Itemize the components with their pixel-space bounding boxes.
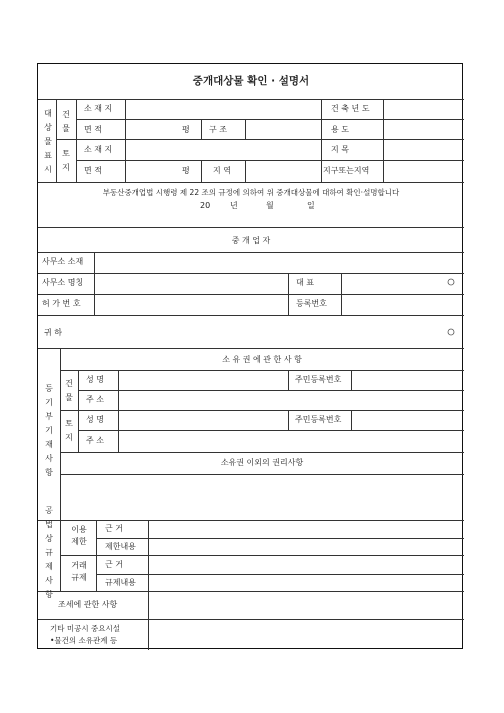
public-h1: [96, 538, 464, 539]
other-rights-header: 소유권 이외의 권리사항: [220, 458, 304, 467]
zone-type-label: 지구또는지역: [323, 166, 370, 175]
target-building-label: 건물: [62, 110, 70, 133]
land-pyeong-label: 평: [182, 166, 190, 175]
target-land-label: 토지: [62, 149, 70, 172]
target-v1: [56, 99, 57, 182]
building-pyeong-label: 평: [182, 125, 190, 134]
registry-bottom-line: [38, 520, 464, 521]
building-area-label: 면 적: [84, 125, 102, 134]
target-v4: [201, 119, 202, 139]
registry-h6: [60, 474, 464, 475]
land-category-label: 지 목: [331, 145, 349, 154]
trade-restriction-label: 거래규제: [71, 561, 87, 582]
registry-v3: [118, 370, 119, 452]
registry-h4: [78, 430, 464, 431]
other-label-line2: •물건의 소유관계 등: [50, 636, 118, 645]
broker-row2-line: [38, 294, 464, 295]
sign-mark-icon: [445, 327, 457, 337]
restriction-content-label: 제한내용: [105, 542, 136, 551]
broker-header-line: [38, 252, 464, 253]
form-title: 중개대상물 확인 · 설명서: [192, 75, 310, 87]
target-v3: [125, 99, 126, 182]
broker-v1: [94, 252, 95, 315]
land-resident-no-label: 주민등록번호: [295, 415, 342, 424]
registry-h3: [60, 410, 464, 411]
title-divider: [38, 99, 464, 100]
registry-h1: [60, 370, 464, 371]
registry-v4: [288, 370, 289, 390]
target-group-label: 대상물표시: [44, 109, 52, 174]
statement-bottom-line: [38, 227, 464, 228]
target-v9: [383, 99, 384, 182]
regulation-content-label: 규제내용: [105, 578, 136, 587]
broker-row3-line: [38, 315, 464, 316]
land-location-label: 소 재 지: [84, 145, 113, 154]
structure-label: 구 조: [209, 125, 227, 134]
building-owner-address-label: 주 소: [86, 395, 104, 404]
other-label-line1: 기타 미공시 중요시설: [50, 624, 120, 633]
registry-v2: [78, 370, 79, 452]
building-location-label: 소 재 지: [84, 104, 113, 113]
seal-mark-icon: [445, 277, 457, 287]
land-owner-address-label: 주 소: [86, 436, 104, 445]
built-year-label: 건 축 년 도: [331, 104, 370, 113]
land-owner-name-label: 성 명: [86, 415, 104, 424]
land-area-label: 면 적: [84, 166, 102, 175]
date-year-label: 년: [230, 201, 238, 210]
broker-v2: [288, 273, 289, 315]
broker-row1-line: [38, 273, 464, 274]
tax-v1: [148, 591, 149, 650]
registry-v1: [60, 348, 61, 520]
target-line-2: [56, 139, 464, 140]
registry-h2: [78, 390, 464, 391]
use-label: 용 도: [331, 125, 349, 134]
ownership-header: 소 유 권 에 관 한 사 항: [222, 355, 302, 364]
tax-label: 조세에 관한 사항: [58, 600, 118, 609]
representative-label: 대 표: [296, 278, 314, 287]
registry-h5: [60, 452, 464, 453]
confirmation-form: [37, 63, 463, 649]
license-no-label: 허 가 번 호: [42, 299, 81, 308]
registry-group-label: 등기부기재사항: [45, 384, 53, 477]
building-owner-name-label: 성 명: [86, 375, 104, 384]
addressee-label: 귀 하: [44, 328, 62, 337]
broker-header: 중 개 업 자: [231, 236, 271, 245]
date-month-label: 월: [266, 201, 274, 210]
registry-building-label: 건물: [65, 379, 73, 402]
target-v6: [245, 119, 246, 139]
trade-basis-label: 근 거: [105, 560, 123, 569]
registry-v6: [351, 370, 352, 390]
tax-line: [38, 619, 464, 620]
broker-v3: [341, 273, 342, 315]
target-line-1: [76, 119, 464, 120]
target-v5: [201, 160, 202, 182]
use-basis-label: 근 거: [105, 524, 123, 533]
date-prefix: 20: [200, 201, 211, 210]
public-law-bottom-line: [38, 591, 464, 592]
office-address-label: 사무소 소재: [42, 257, 84, 266]
statement-text: 부동산중개업법 시행령 제 22 조의 규정에 의하여 위 중개대상물에 대하여 확인·설명합니다: [102, 188, 400, 197]
target-v2: [76, 99, 77, 182]
use-restriction-label: 이용제한: [71, 525, 87, 546]
office-name-label: 사무소 명칭: [42, 278, 84, 287]
registry-land-label: 토지: [65, 419, 73, 442]
building-resident-no-label: 주민등록번호: [295, 375, 342, 384]
target-line-3: [76, 160, 464, 161]
public-h3: [96, 574, 464, 575]
target-v7: [245, 160, 246, 182]
registration-no-label: 등록번호: [296, 299, 327, 308]
date-day-label: 일: [307, 201, 315, 210]
addressee-line: [38, 348, 464, 349]
zone-label: 지 역: [213, 166, 231, 175]
public-law-group-label: 공법상규제사항: [45, 506, 53, 599]
target-bottom-line: [38, 182, 464, 183]
registry-v7: [351, 410, 352, 430]
target-v8: [321, 99, 322, 182]
registry-v5: [288, 410, 289, 430]
public-h2: [60, 555, 464, 556]
